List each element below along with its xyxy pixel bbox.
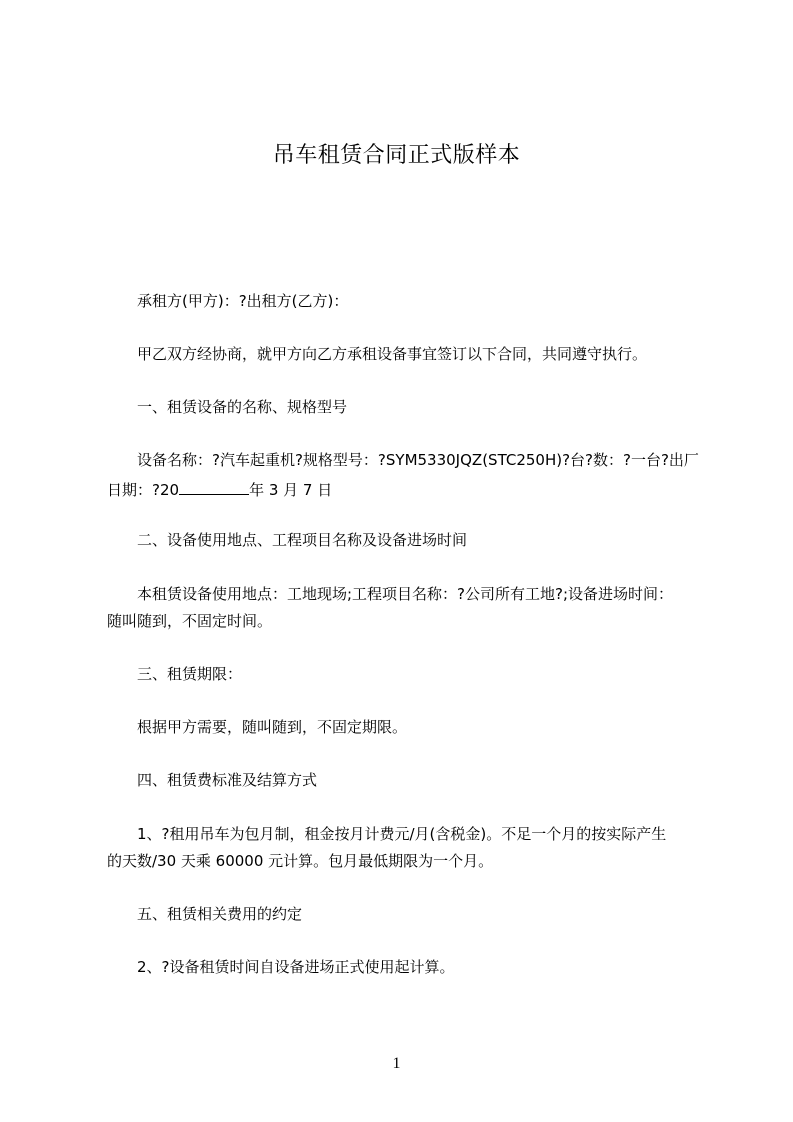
date-suffix: 年 3 月 7 日 bbox=[249, 481, 333, 499]
section-5-item-2: 2、?设备租赁时间自设备进场正式使用起计算。 bbox=[137, 958, 455, 976]
section-4-fee-line: 1、?租用吊车为包月制，租金按月计费元/月(含税金)。不足一个月的按实际产生 bbox=[137, 825, 667, 843]
section-2-time-line: 随叫随到，不固定时间。 bbox=[107, 612, 273, 630]
section-3-heading: 三、租赁期限： bbox=[137, 665, 243, 683]
date-prefix: 日期：?20 bbox=[107, 481, 180, 499]
section-2-location-line: 本租赁设备使用地点：工地现场;工程项目名称：?公司所有工地?;设备进场时间： bbox=[137, 585, 674, 603]
section-1-date-line bbox=[107, 474, 709, 506]
intro-paragraph: 甲乙双方经协商，就甲方向乙方承租设备事宜签订以下合同，共同遵守执行。 bbox=[137, 345, 648, 363]
section-4-calc-line: 的天数/30 天乘 60000 元计算。包月最低期限为一个月。 bbox=[107, 852, 494, 870]
section-1-equipment-line: 设备名称：?汽车起重机?规格型号：?SYM5330JQZ(STC250H)?台?数：?一台?出厂 bbox=[137, 451, 699, 469]
section-5-heading: 五、租赁相关费用的约定 bbox=[137, 905, 303, 923]
parties-line: 承租方(甲方)：?出租方(乙方)： bbox=[137, 292, 349, 310]
section-3-body: 根据甲方需要，随叫随到，不固定期限。 bbox=[137, 718, 408, 736]
section-1-heading: 一、租赁设备的名称、规格型号 bbox=[137, 398, 348, 416]
section-4-heading: 四、租赁费标准及结算方式 bbox=[137, 771, 318, 789]
date-blank-underline bbox=[179, 477, 249, 495]
section-2-heading: 二、设备使用地点、工程项目名称及设备进场时间 bbox=[137, 531, 468, 549]
page-number: 1 bbox=[392, 1055, 401, 1072]
document-title: 吊车租赁合同正式版样本 bbox=[272, 143, 521, 168]
